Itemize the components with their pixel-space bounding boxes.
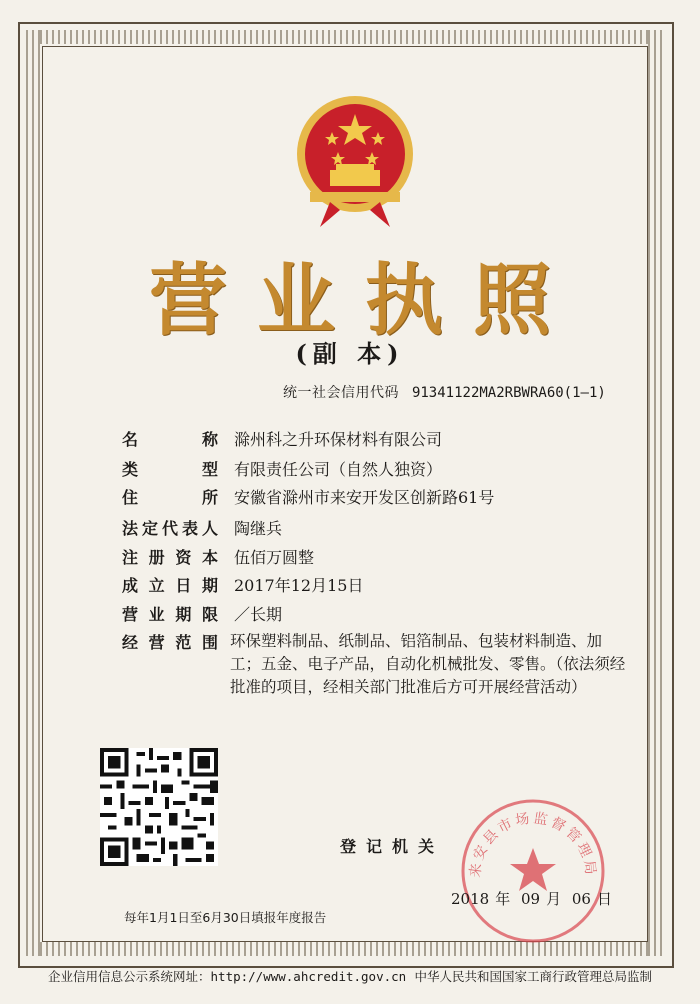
field-value: 有限责任公司（自然人独资） <box>234 460 443 479</box>
field-address <box>122 485 495 508</box>
qr-code-icon[interactable] <box>100 748 218 866</box>
national-emblem-icon <box>290 92 420 232</box>
footer-url-link[interactable]: http://www.ahcredit.gov.cn <box>210 969 407 984</box>
official-seal-icon <box>458 796 608 946</box>
issue-date <box>451 888 618 909</box>
footer-url-label: 企业信用信息公示系统网址： <box>48 969 211 984</box>
footer-right: 中华人民共和国国家工商行政管理总局监制 <box>414 969 652 984</box>
issue-month-unit: 月 <box>546 890 562 908</box>
seal-text: 来安县市场监督管理局 <box>467 810 599 879</box>
field-label: 成 立 日 期 <box>122 576 218 595</box>
field-legal-rep <box>122 516 283 539</box>
registration-authority: 登记机关 <box>340 837 445 856</box>
document-subtitle: (副 本) <box>295 339 405 368</box>
field-capital <box>122 545 315 568</box>
field-value: 伍佰万圆整 <box>234 548 315 567</box>
field-value: ／长期 <box>234 605 283 624</box>
field-value: 安徽省滁州市来安开发区创新路61号 <box>234 488 495 507</box>
field-label: 名 称 <box>122 430 218 449</box>
document-title: 营业执照 <box>148 255 581 346</box>
field-label: 经 营 范 围 <box>122 633 218 652</box>
field-label: 类 型 <box>122 460 218 479</box>
field-label: 住 所 <box>122 488 218 507</box>
annual-report-note: 每年1月1日至6月30日填报年度报告 <box>124 910 327 925</box>
field-type <box>122 457 443 480</box>
issue-day-unit: 日 <box>596 890 612 908</box>
issue-month: 09 <box>520 890 541 908</box>
field-value: 陶继兵 <box>234 519 283 538</box>
issue-year-unit: 年 <box>495 890 511 908</box>
field-value: 滁州科之升环保材料有限公司 <box>234 430 443 449</box>
issue-year: 2018 <box>451 890 490 908</box>
credit-code-label: 统一社会信用代码 <box>283 385 399 401</box>
field-label: 营 业 期 限 <box>122 605 218 624</box>
issue-day: 06 <box>571 890 591 908</box>
field-term <box>122 602 283 625</box>
field-scope <box>122 630 218 653</box>
field-label: 注 册 资 本 <box>122 548 218 567</box>
credit-code-line <box>283 382 606 402</box>
credit-code-value: 91341122MA2RBWRA60(1—1) <box>411 385 606 401</box>
footer-left <box>48 967 406 985</box>
business-scope-text: 环保塑料制品、纸制品、铝箔制品、包装材料制造、加工；五金、电子产品，自动化机械批发、零售。（依法须经批准的项目，经相关部门批准后方可开展经营活动） <box>230 632 626 696</box>
field-name <box>122 427 443 450</box>
field-label: 法定代表人 <box>122 519 218 538</box>
field-founded <box>122 573 364 596</box>
field-value: 2017年12月15日 <box>234 576 364 595</box>
